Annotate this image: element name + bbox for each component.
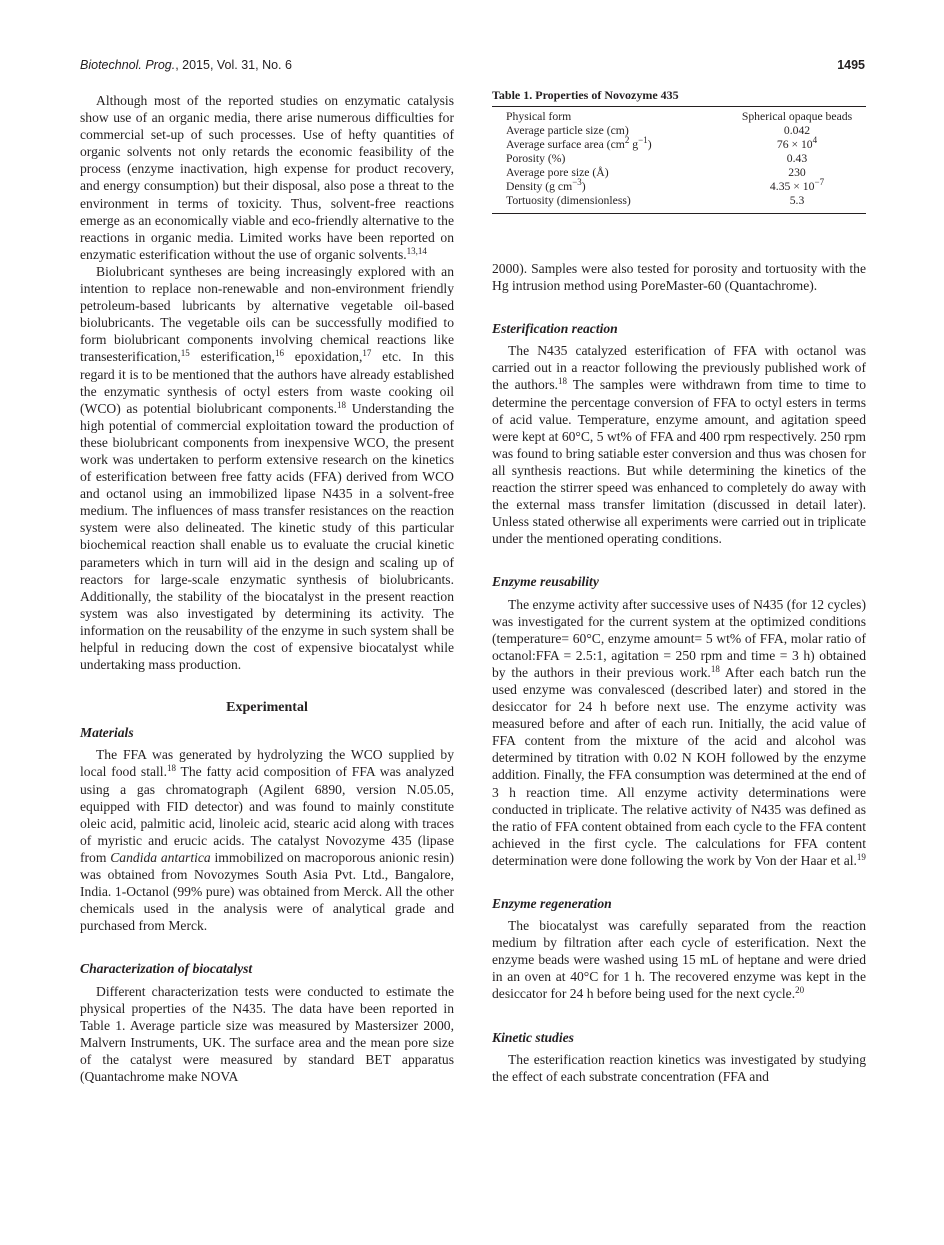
regeneration-paragraph: The biocatalyst was carefully separated from the reaction medium by filtration after each cycle of esterification. Next the enzyme beads were washed using 15 mL of heptane and were dried in an oven at 40°C for 1 h. The recovered enzyme was kept in the desiccator for 24 h before being used for the next cycle.$^{20}$ — [492, 918, 866, 1002]
intro-paragraph-1: Although most of the reported studies on enzymatic catalysis show use of an organic media, there arise numerous difficulties for commercial set-up of such processes. Use of hefty quantities of organic solvents not only retards the economic feasibility of the process (enzyme inactivation, high expense for product recovery, and energy consumption) but their disposal, also pose a threat to the environment in terms of toxicity. Thus, solvent-free reactions emerge as an economically viable and eco-friendly alternative to the reactions in organic media. Limited works have been reported on enzymatic esterification without the use of organic solvents.$^{13,14}$ — [80, 93, 454, 262]
journal-citation: Biotechnol. Prog., 2015, Vol. 31, No. 6 — [80, 58, 292, 72]
table-caption: Table 1. Properties of Novozyme 435 — [492, 88, 679, 102]
table-row: Physical form Spherical opaque beads — [506, 110, 853, 123]
esterification-paragraph: The N435 catalyzed esterification of FFA with octanol was carried out in a reactor following the previously published work of the authors.$^{18}$ The samples were withdrawn from time to time to determine the percentage conversion of FFA to octyl esters in terms of acid value. Temperature, enzyme amount, and agitation speed were kept at 60°C, 5 wt% of FFA and 400 rpm respectively. 250 rpm was found to bring satiable ester conversion and thus was chosen for all synthesis reactions. But while determining the kinetics of the reaction the stirrer speed was enhanced to completely do away with the external mass transfer limitation (discussed in detail later). Unless stated otherwise all experiments were carried out in triplicate under the mentioned operating conditions. — [492, 343, 866, 547]
subsection-title-kinetic: Kinetic studies — [492, 1029, 574, 1045]
kinetic-paragraph: The esterification reaction kinetics was investigated by studying the effect of each substrate concentration (FFA and — [492, 1051, 866, 1084]
subsection-title-reusability: Enzyme reusability — [492, 574, 599, 590]
table-row: Tortuosity (dimensionless) 5.3 — [506, 194, 805, 207]
materials-paragraph: The FFA was generated by hydrolyzing the WCO supplied by local food stall.$^{18}$ The fatty acid composition of FFA was analyzed using a gas chromatograph (Agilent 6890, version N.05.05, equipped with FID detector) and was found to mainly constitute oleic acid, palmitic acid, linoleic acid, stearic acid along with traces of myristic and erucic acids. The catalyst Novozyme 435 (lipase from Candida antartica immobilized on macroporous anionic resin) was obtained from Novozymes South Asia Pvt. Ltd., Bangalore, India. 1-Octanol (99% pure) was obtained from Merck. All the other chemicals used in the analysis were of analytical grade and purchased from Merck. — [80, 747, 454, 934]
subsection-title-regeneration: Enzyme regeneration — [492, 896, 612, 911]
reusability-paragraph: The enzyme activity after successive uses of N435 (for 12 cycles) was investigated for the current system at the optimized conditions (temperature= 60°C, enzyme amount= 5 wt% of FFA, molar ratio of octanol:FFA = 2.5:1, agitation = 250 rpm and time = 3 h) obtained by the authors in their previous work.$^{18}$ After each batch run the used enzyme was convalesced (described later) and stored in the desiccator for 24 h before next use. The enzyme activity was measured before and after of each run. Initially, the acid value of FFA content from the mixture of the acid and alcohol was determined by titration with 0.02 N KOH followed by the enzyme addition. Finally, the FFA consumption was determined at the end of 3 h reaction time. All enzyme activity determinations were conducted in triplicate. The relative activity of N435 was defined as the ratio of FFA content obtained from each cycle to the FFA content achieved in the first cycle. The calculations for FFA content determination were done following the work by Von der Haar et al.$^{19}$ — [492, 596, 866, 868]
running-head — [80, 58, 865, 76]
properties-table — [492, 106, 866, 214]
table-row: Porosity (%) 0.43 — [506, 152, 808, 165]
right-column — [492, 88, 866, 1085]
table-row: Average pore size (Å) 230 — [506, 166, 806, 179]
page-number: 1495 — [837, 58, 865, 72]
left-column — [80, 92, 454, 1085]
subsection-title-characterization: Characterization of biocatalyst — [80, 961, 253, 977]
characterization-paragraph: Different characterization tests were conducted to estimate the physical properties of the N435. The data have been reported in Table 1. Average particle size was measured by Mastersizer 2000, Malvern Instruments, UK. The surface area and the mean pore size of the catalyst were measured by standard BET apparatus (Quantachrome make NOVA — [80, 983, 454, 1084]
table-row: Average particle size (cm) 0.042 — [506, 124, 811, 137]
bet-continuation-paragraph: 2000). Samples were also tested for porosity and tortuosity with the Hg intrusion method using PoreMaster-60 (Quantachrome). — [492, 261, 866, 294]
section-title-experimental: Experimental — [226, 700, 308, 716]
table-row: Average surface area ($cm^2$ $g^{-1}$) $76 \times 10^4$ — [506, 135, 818, 151]
table-row: Density (g $cm^{-3}$) $4.35 \times 10^{-7}$ — [506, 177, 825, 193]
intro-paragraph-2: Biolubricant syntheses are being increasingly explored with an intention to replace non-renewable and non-environment friendly petroleum-based lubricants by alternative vegetable oil-based biolubricants. The vegetable oils can be successfully modified to form biolubricant components involving chemical reactions like transesterification,$^{15}$ esterification,$^{16}$ epoxidation,$^{17}$ etc. In this regard it is to be mentioned that the authors have already established the enzymatic synthesis of octyl esters from waste cooking oil (WCO) as potential biolubricant components.$^{18}$ Understanding the high potential of commercial exploitation toward the production of these biolubricant components from inexpensive WCO, the present work was undertaken to perform extensive research on the kinetics of esterification between free fatty acids (FFA) derived from WCO and octanol using an immobilized lipase N435 in a solvent-free medium. The influences of mass transfer resistances on the reaction system were also delineated. The kinetic study of this particular biochemical reaction shall enable us to evaluate the crucial kinetic parameters which in turn will aid in the design and scaling up of reactors for large-scale enzymatic synthesis of biolubricants. Additionally, the stability of the biocatalyst in the present reaction system was also investigated by determining its activity. The information on the reusability of the enzyme in such system shall be helpful in reducing down the cost of expensive biocatalyst while undertaking mass production. — [80, 263, 454, 673]
subsection-title-materials: Materials — [80, 725, 134, 741]
subsection-title-esterification: Esterification reaction — [492, 321, 618, 337]
